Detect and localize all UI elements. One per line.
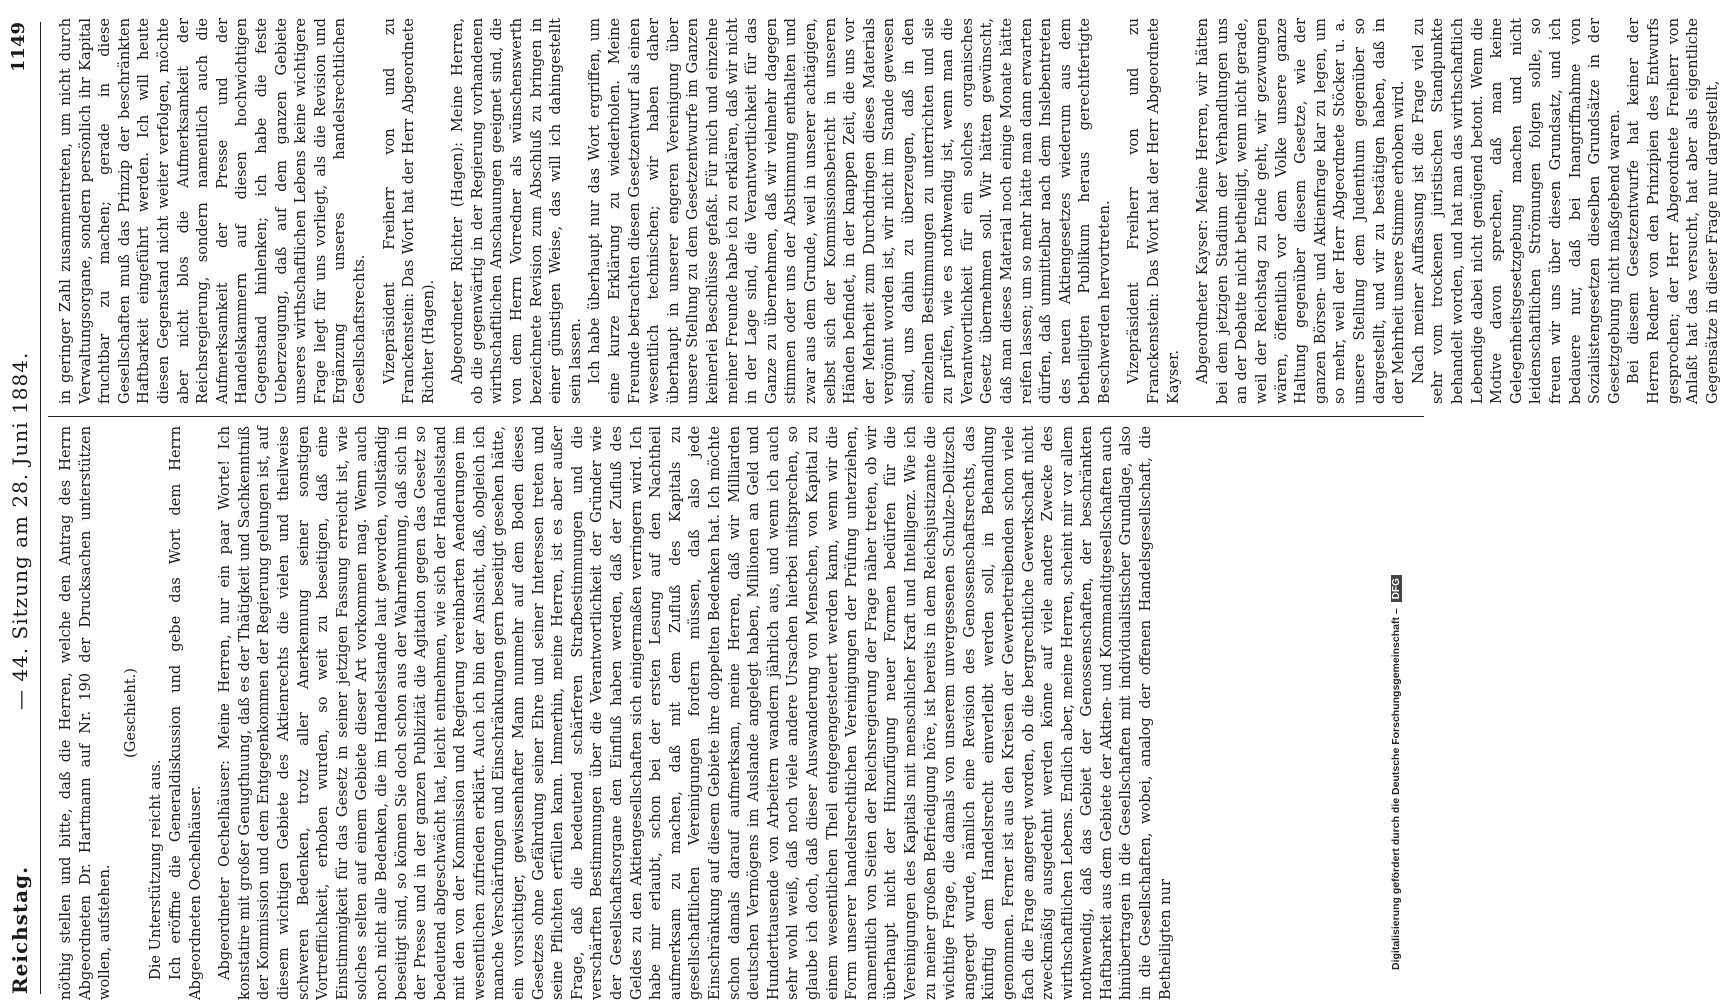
speech-paragraph: Bei diesem Gesetzentwurfe hat keiner der Herren Redner von den Prinzipien des Entwurfs gesprochen; der Herr Abgeordnete Freiherr von Anlaßt hat das versucht, hat aber als eigentliche Gegensätze in dieser Frage nur dargestellt, (1625, 18, 1721, 404)
left-column (56, 426, 1424, 1000)
speaker-announcement: Vizepräsident Freiherr von und zu Franckenstein: Das Wort hat der Herr Abgeordnete Richter (Hagen). (380, 18, 437, 404)
dfg-logo: DFG (1391, 575, 1402, 602)
speech-paragraph: Abgeordneter Kayser: Meine Herren, wir hätten bei dem jetzigen Stadium der Verhandlungen uns an der Debatte nicht betheiligt, wenn nicht gerade, weil der Reichstag zu Ende geht, wir gezwungen wären, öffentlich vor dem Volke unsere ganze Haltung gegenüber diesem Gesetze, wie der ganzen Börsen- und Aktienfrage klar zu legen, um so mehr, weil der Herr Abgeordnete Stöcker u. a. unsere Stellung dem Judenthum gegenüber so dargestellt, und wir zu bestätigen haben, daß in der Mehrheit unsere Stimme erhoben wird. (1194, 18, 1408, 404)
page-header (8, 0, 38, 1000)
paragraph: Ich eröffne die Generaldiskussion und gebe das Wort dem Herrn Abgeordneten Oechelhäuser. (166, 426, 204, 1000)
header-rule (40, 22, 41, 994)
speech-paragraph: Ich habe überhaupt nur das Wort ergriffen, um eine kurze Erklärung zu wiederholen. Meine Freunde betrachten diesen Gesetzentwurf als einen wesentlich technischen; wir haben daher überhaupt in unserer engeren Vereinigung über unsere Stellung zu dem Gesetzentwurfe im Ganzen keinerlei Beschlüsse gefaßt. Für mich und einzelne meiner Freunde habe ich zu erklären, daß wir nicht in der Lage sind, die Verantwortlichkeit für das Ganze zu übernehmen, daß wir vielmehr dagegen stimmen oder uns der Abstimmung enthalten und zwar aus dem Grunde, weil in unserer achtägigen, selbst sich der Kommissionsbericht in unseren Händen befindet, in der knappen Zeit, die uns vor der Mehrheit zum Durchdringen dieses Materials vergönnt worden ist, wir nicht im Stande gewesen sind, uns dahin zu überzeugen, daß in den einzelnen Bestimmungen zu unterrichten und sie zu prüfen, wie es nothwendig ist, wenn man die Verantwortlichkeit für ein solches organisches Gesetz übernehmen soll. Wir hätten gewünscht, daß man dieses Material noch einige Monate hätte reifen lassen; um so mehr hätte man dann erwarten dürfen, daß unmittelbar nach dem Inslebentreten des neuen Aktiengesetzes wiederum aus dem betheiligten Publikum heraus gerechtfertigte Beschwerden hervortreten. (586, 18, 1113, 404)
paragraph: Die Unterstützung reicht aus. (147, 759, 165, 980)
column-divider (48, 416, 1424, 417)
digitization-credit (1386, 10, 1426, 990)
speech-paragraph: Nach meiner Auffassung ist die Frage viel zu sehr vom trockenen juristischen Standpunkte behandelt worden, und hat man das wirthschaftlich Lebendige dabei nicht genügend betont. Wenn die Motive davon sprechen, daß man keine Gelegenheitsgesetzgebung machen und nicht leidenschaftlichen Strömungen folgen solle, so freuen wir uns über diesen Grundsatz, und ich bedauere nur, daß bei Inangriffnahme von Sozialistengesetzen dieselben Grundsätze in der Gesetzgebung nicht maßgebend waren. (1409, 18, 1623, 404)
header-title: Reichstag. (8, 865, 32, 994)
speech-paragraph: Abgeordneter Oechelhäuser: Meine Herren, nur ein paar Worte! Ich konstatire mit großer Genugthuung, daß es der Thätigkeit und Sachkenntniß der Kommission und dem Entgegenkommen der Regierung gelungen ist, auf diesem wichtigen Gebiete des Aktienrechts die vielen und theilweise schweren Bedenken, trotz aller Anerkennung seiner sonstigen Vortrefflichkeit, erhoben wurden, so weit zu beseitigen, daß eine Einstimmigkeit für das Gesetz in seiner jetzigen Fassung erreicht ist, wie solches selten auf einem Gebiete dieser Art vorkommen mag. Wenn auch noch nicht alle Bedenken, die im Handelsstande laut geworden, vollständig beseitigt sind, so können Sie doch schon aus der Wahrnehmung, daß sich in der Presse und in der ganzen Publizität die Agitation gegen das Gesetz so bedeutend abgeschwächt hat, leicht entnehmen, wie sich der Handelsstand mit den von der Kommission und Regierung vereinbarten Aenderungen im wesentlichen zufrieden erklärt. Auch ich bin der Ansicht, daß, obgleich ich manche Verschärfungen und Einschränkungen gern beseitigt gesehen hätte, ein vorsichtiger, gewissenhafter Mann nunmehr auf dem Boden dieses Gesetzes ohne Gefährdung seiner Ehre und seiner Interessen treten und seine Pflichten erfüllen kann. Immerhin, meine Herren, ist es aber außer Frage, daß die bedeutend schärferen Strafbestimmungen und die verschärften Bestimmungen über die Verantwortlichkeit der Gründer wie der Gesellschaftsorgane den Einfluß haben werden, daß der Zufluß des Geldes zu den Aktiengesellschaften sich einigermaßen verringern wird. Ich habe mir erlaubt, schon bei der ersten Lesung auf den Nachtheil aufmerksam zu machen, daß mit dem Zufluß des Kapitals zu gesellschaftlichen Vereinigungen fordern müssen, daß also jede Einschränkung auf diesem Gebiete ihre doppelten Bedenken hat. Ich möchte schon damals darauf aufmerksam, meine Herren, daß wir Milliarden deutschen Vermögens im Auslande angelegt haben, Millionen an Geld und Hunderttausende von Arbeitern wandern jährlich aus, und wenn ich auch sehr wohl weiß, daß noch viele andere Ursachen hierbei mitsprechen, so glaube ich doch, daß dieser Auswanderung von Menschen, von Kapital zu einem wesentlichen Theil entgegengesteuert werden kann, wenn wir die Form unserer handelsrechtlichen Vereinigungen der Prüfung unterziehen, namentlich von Seiten der Reichsregierung der Frage näher treten, ob wir überhaupt nicht der Hinzufügung neuer Formen bedürfen für die Vereinigungen des Kapitals mit menschlicher Kraft und Intelligenz. Wie ich zu meiner großen Befriedigung höre, ist bereits in dem Reichsjustizamte die wichtige Frage, die damals von unserem unvergessenen Schulze-Delitzsch angeregt wurde, nämlich eine Revision des Genossenschaftsrechts, das künftig dem Handelsrecht einverleibt werden soll, in Behandlung genommen. Ferner ist aus den Kreisen der Gewerbetreibenden schon viele fach die Frage angeregt worden, ob die bergrechtliche Gewerkschaft nicht zweckmäßig ausgedehnt werden könne auf viele andere Zwecke des wirthschaftlichen Lebens. Endlich aber, meine Herren, scheint mir vor allem nothwendig, daß das Gebiet der Genossenschaften, der beschränkten Haftbarkeit aus dem Gebiete der Aktien- und Kommanditgesellschaften auch hinübertragen in die Gesellschaften mit individualistischer Grundlage, also in die Gesellschaften, wobei, analog der offenen Handelsgesellschaft, die Betheiligten nur (216, 426, 1174, 1000)
credit-text: Digitalisierung gefördert durch die Deutsche Forschungsgemeinschaft – (1390, 608, 1402, 970)
right-column (56, 18, 1721, 404)
page-number: 1149 (8, 22, 29, 73)
paragraph: in geringer Zahl zusammentreten, um nicht durch Verwaltungsorgane, sondern persönlich ihr Kapital fruchtbar zu machen; gerade in diese Gesellschaften muß das Prinzip der beschränkten Haftbarkeit eingeführt werden. Ich will heute diesen Gegenstand nicht weiter verfolgen, möchte aber nicht blos die Aufmerksamkeit der Reichsregierung, sondern namentlich auch die Aufmerksamkeit der Presse und der Handelskammern auf diesen hochwichtigen Gegenstand hinlenken; ich habe die feste Ueberzeugung, daß auf dem ganzen Gebiete unseres wirthschaftlichen Lebens keine wichtigere Frage liegt für uns vorliegt, als die Revision und Ergänzung unseres handelsrechtlichen Gesellschaftsrechts. (57, 18, 368, 404)
header-session: — 44. Sitzung am 28. Juni 1884. (8, 351, 32, 710)
paragraph: nöthig stellen und bitte, daß die Herren, welche den Antrag des Herrn Abgeordneten Dr. Hartmann auf Nr. 190 der Drucksachen unterstützen wollen, aufstehen. (57, 426, 114, 1000)
speech-paragraph: Abgeordneter Richter (Hagen): Meine Herren, ob die gegenwärtig in der Regierung vorhandenen wirthschaftlichen Anschauungen geeignet sind, die von dem Herrn Vorredner als wünschenswerth bezeichnete Revision zum Abschluß zu bringen in einer günstigen Weise, das will ich dahingestellt sein lassen. (449, 18, 584, 404)
speaker-announcement: Vizepräsident Freiherr von und zu Franckenstein: Das Wort hat der Herr Abgeordnete Kayser. (1125, 18, 1182, 404)
stage-direction: (Geschieht.) (121, 668, 139, 758)
